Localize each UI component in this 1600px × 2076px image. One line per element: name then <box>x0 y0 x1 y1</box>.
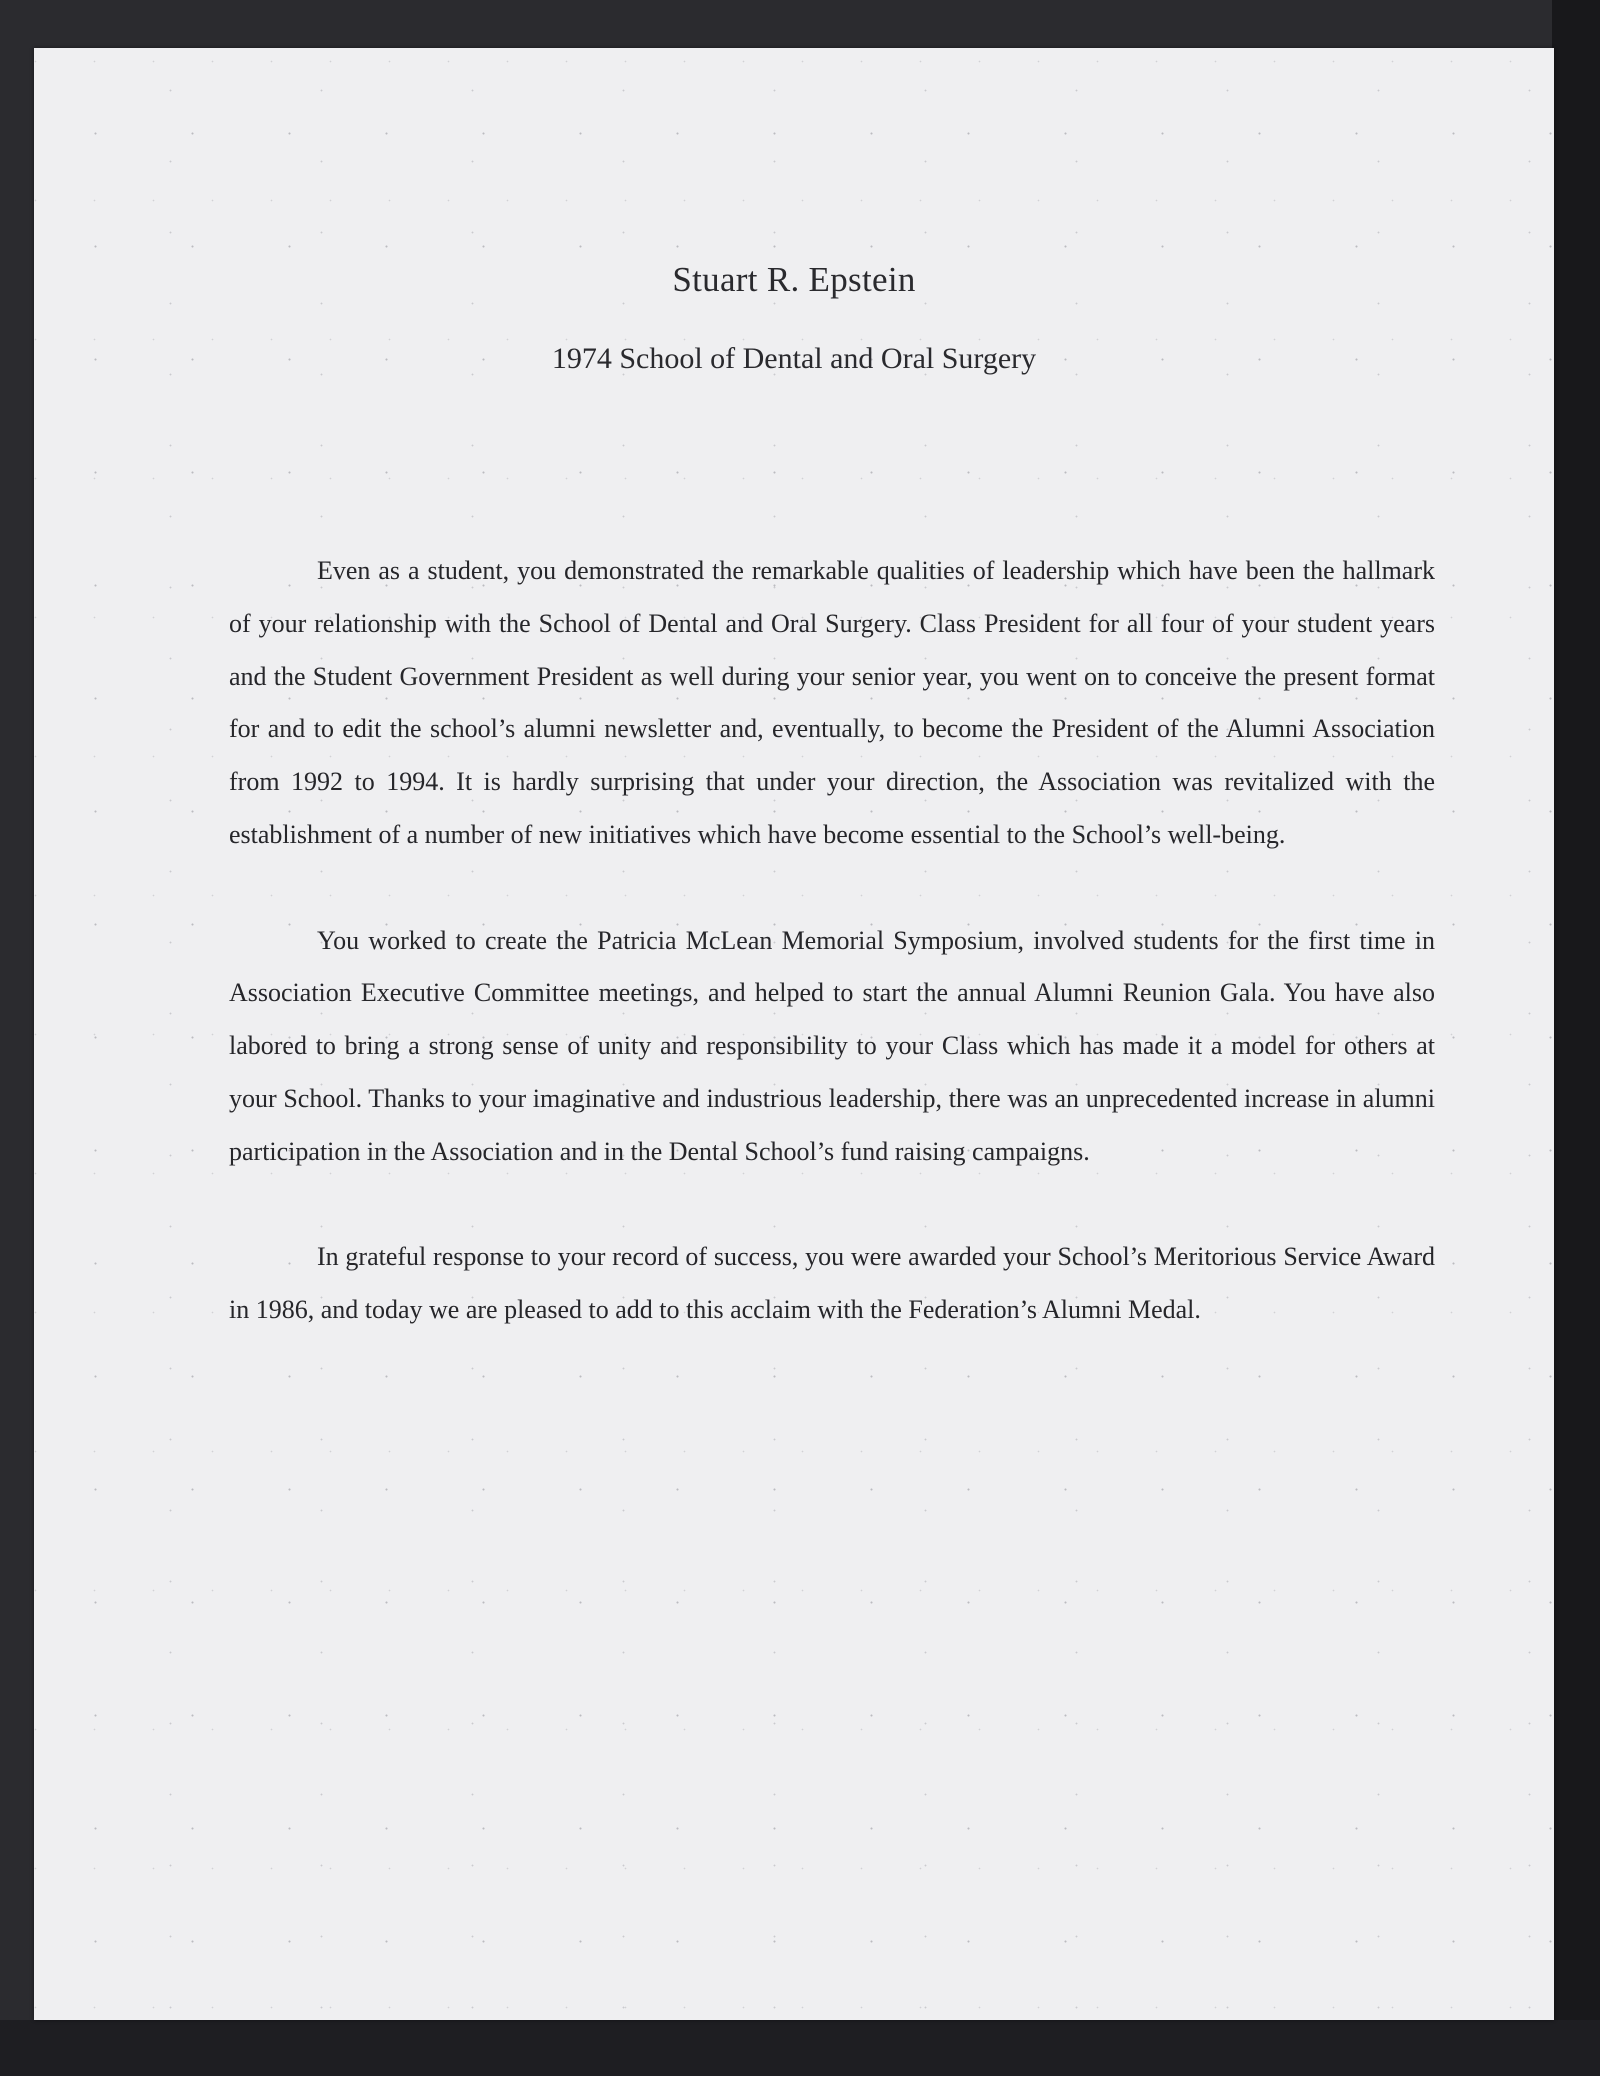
class-year-school: 1974 School of Dental and Oral Surgery <box>551 342 1037 375</box>
citation-paragraph-3: In grateful response to your record of success, you were awarded your School’s Meritorious Service Award in 1986, and today we are pleased to add to this acclaim with the Federation’s Alumni Medal. <box>229 1242 1435 1325</box>
citation-paragraph-2: You worked to create the Patricia McLean Memorial Symposium, involved students for the first time in Association Executive Committee meetings, and helped to start the annual Alumni Reunion Gala. You have also labored to bring a strong sense of unity and responsibility to your Class which has made it a model for others at your School. Thanks to your imaginative and industrious leadership, there was an unprecedented increase in alumni participation in the Association and in the Dental School’s fund raising campaigns. <box>229 925 1435 1166</box>
backdrop-bottom <box>0 2020 1600 2076</box>
backdrop-right <box>1552 0 1600 2076</box>
citation-body <box>229 545 1435 1390</box>
document-page <box>34 48 1554 2020</box>
honoree-name: Stuart R. Epstein <box>672 260 916 299</box>
citation-paragraph-1: Even as a student, you demonstrated the remarkable qualities of leadership which have been the hallmark of your relationship with the School of Dental and Oral Surgery. Class President for all four of your student years and the Student Government President as well during your senior year, you went on to conceive the present format for and to edit the school’s alumni newsletter and, eventually, to become the President of the Alumni Association from 1992 to 1994. It is hardly surprising that under your direction, the Association was revitalized with the establishment of a number of new initiatives which have become essential to the School’s well-being. <box>229 556 1435 849</box>
